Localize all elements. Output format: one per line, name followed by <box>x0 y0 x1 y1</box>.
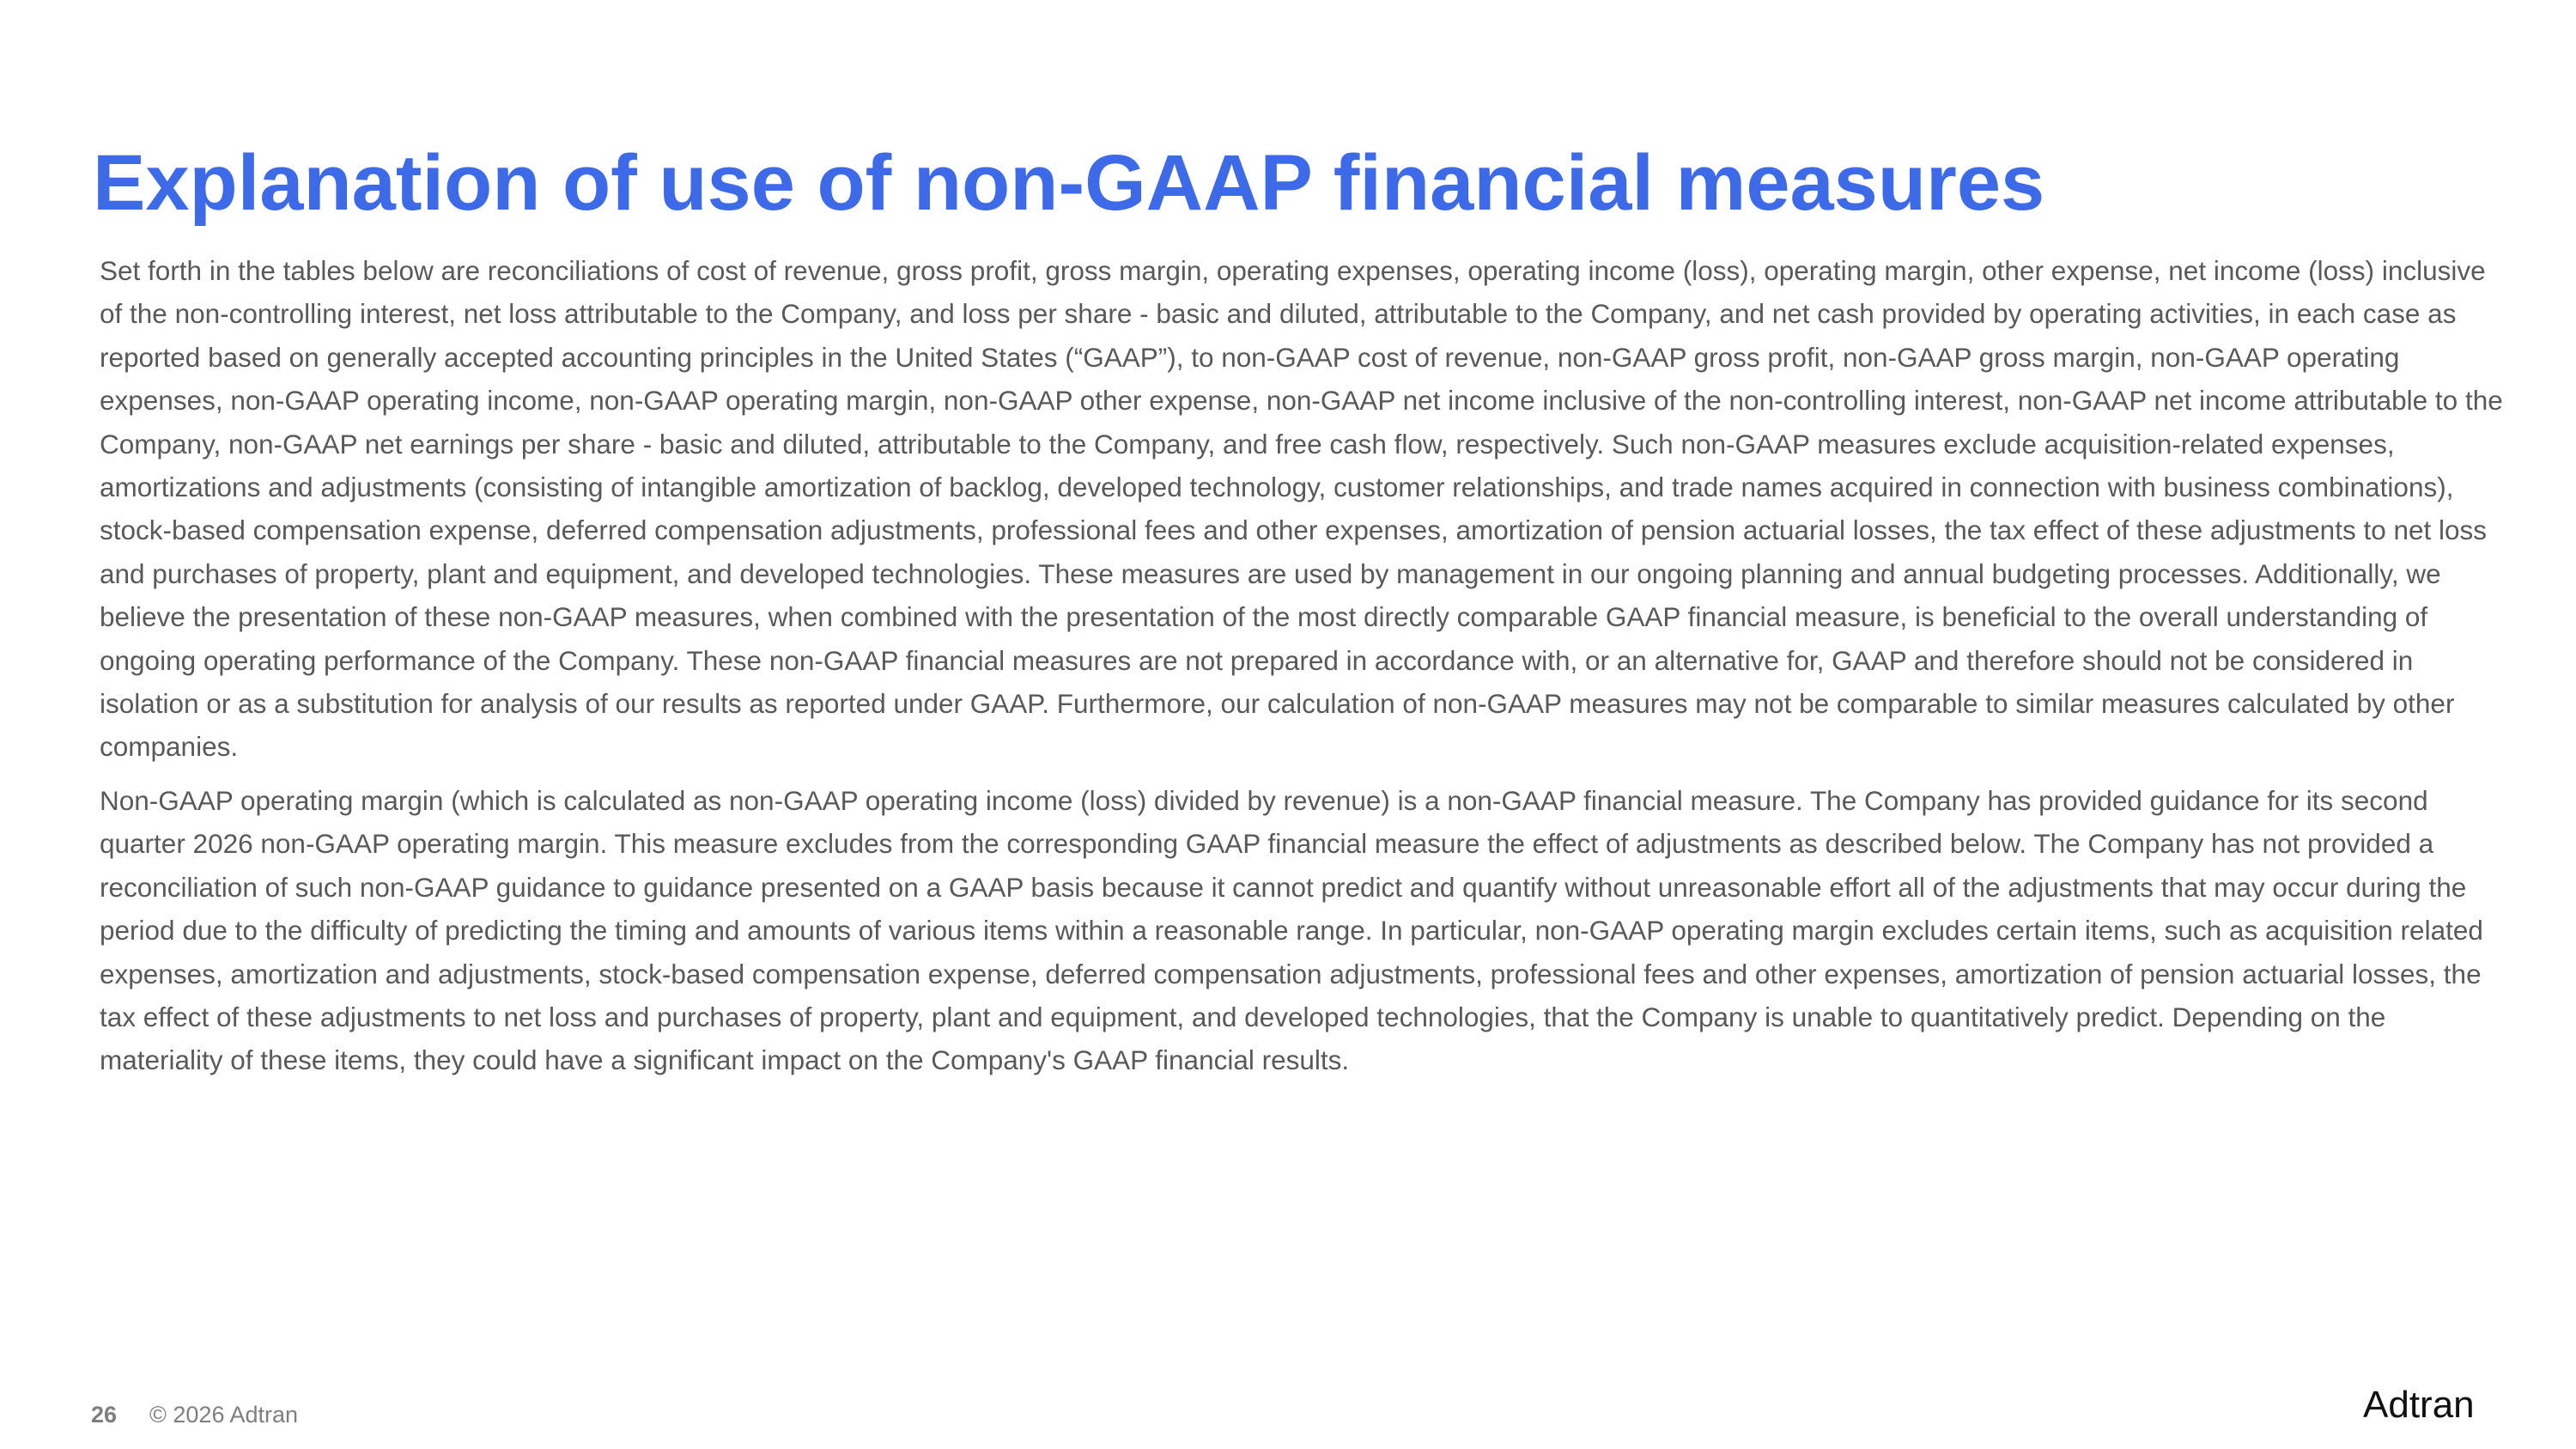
page-number: 26 <box>91 1402 118 1428</box>
copyright-notice: © 2026 Adtran <box>149 1402 299 1428</box>
body-text <box>100 249 2504 1093</box>
paragraph-operating-margin-guidance: Non-GAAP operating margin (which is calculated as non-GAAP operating income (loss) divided by revenue) is a non-GAAP financial measure. The Company has provided guidance for its second quarter 2026 non-GAAP operating margin. This measure excludes from the corresponding GAAP financial measure the effect of adjustments as described below. The Company has not provided a reconciliation of such non-GAAP guidance to guidance presented on a GAAP basis because it cannot predict and quantify without unreasonable effort all of the adjustments that may occur during the period due to the difficulty of predicting the timing and amounts of various items within a reasonable range. In particular, non-GAAP operating margin excludes certain items, such as acquisition related expenses, amortization and adjustments, stock-based compensation expense, deferred compensation adjustments, professional fees and other expenses, amortization of pension actuarial losses, the tax effect of these adjustments to net loss and purchases of property, plant and equipment, and developed technologies, that the Company is unable to quantitatively predict. Depending on the materiality of these items, they could have a significant impact on the Company's GAAP financial results. <box>100 784 2483 1076</box>
adtran-logo <box>2363 1385 2509 1424</box>
paragraph-reconciliation: Set forth in the tables below are reconciliations of cost of revenue, gross profit, gross margin, operating expenses, operating income (loss), operating margin, other expense, net income (loss) inclusive of the non-controlling interest, net loss attributable to the Company, and loss per share - basic and diluted, attributable to the Company, and net cash provided by operating activities, in each case as reported based on generally accepted accounting principles in the United States (“GAAP”), to non-GAAP cost of revenue, non-GAAP gross profit, non-GAAP gross margin, non-GAAP operating expenses, non-GAAP operating income, non-GAAP operating margin, non-GAAP other expense, non-GAAP net income inclusive of the non-controlling interest, non-GAAP net income attributable to the Company, non-GAAP net earnings per share - basic and diluted, attributable to the Company, and free cash flow, respectively. Such non-GAAP measures exclude acquisition-related expenses, amortizations and adjustments (consisting of intangible amortization of backlog, developed technology, customer relationships, and trade names acquired in connection with business combinations), stock-based compensation expense, deferred compensation adjustments, professional fees and other expenses, amortization of pension actuarial losses, the tax effect of these adjustments to net loss and purchases of property, plant and equipment, and developed technologies. These measures are used by management in our ongoing planning and annual budgeting processes. Additionally, we believe the presentation of these non-GAAP measures, when combined with the presentation of the most directly comparable GAAP financial measure, is beneficial to the overall understanding of ongoing operating performance of the Company. These non-GAAP financial measures are not prepared in accordance with, or an alternative for, GAAP and therefore should not be considered in isolation or as a substitution for analysis of our results as reported under GAAP. Furthermore, our calculation of non-GAAP measures may not be comparable to similar measures calculated by other companies. <box>100 255 2503 763</box>
slide-title: Explanation of use of non-GAAP financial measures <box>93 139 2045 227</box>
adtran-logo-text: Adtran <box>2363 1385 2475 1424</box>
